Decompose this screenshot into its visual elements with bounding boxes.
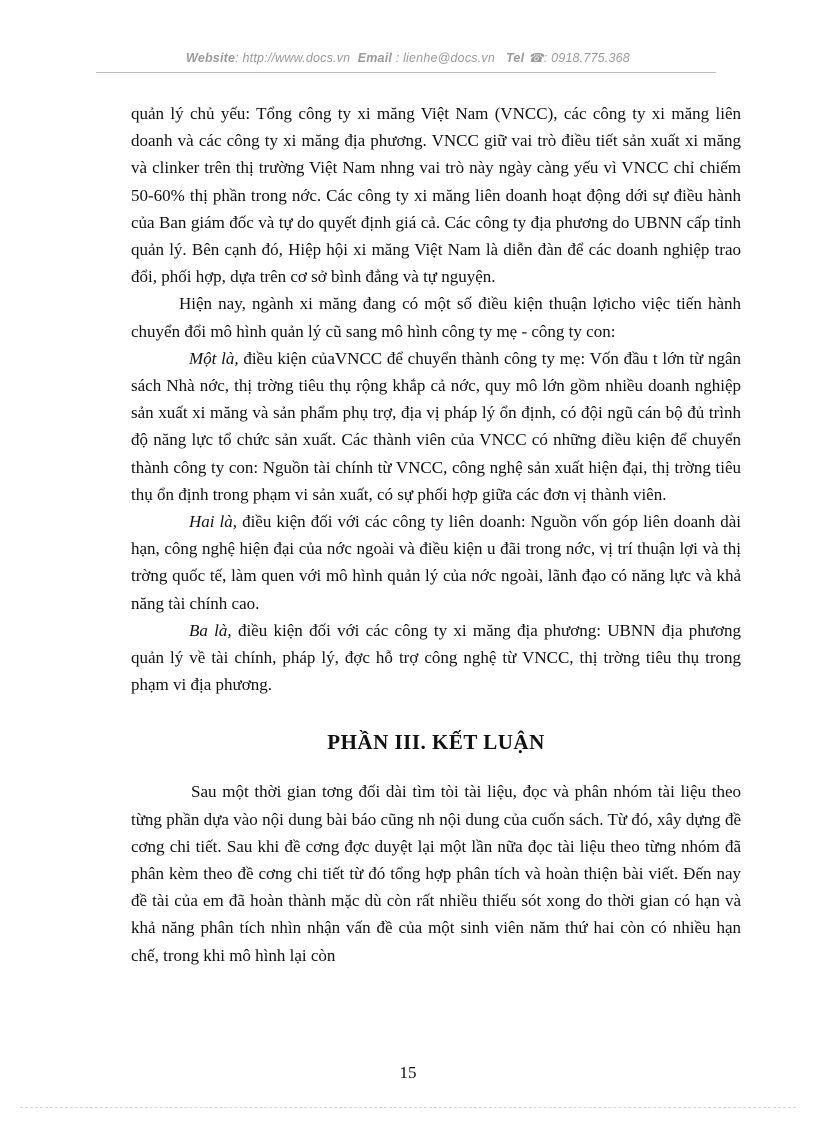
page-header [0, 50, 816, 65]
paragraph-1: quản lý chủ yếu: Tổng công ty xi măng Việt Nam (VNCC), các công ty xi măng liên doanh và các công ty xi măng địa phương. VNCC giữ vai trò điều tiết sản xuất xi măng và clinker trên thị trường Việt Nam nhng vai trò này ngày càng yếu vì VNCC chỉ chiếm 50-60% thị phần trong nớc. Các công ty xi măng liên doanh hoạt động dới sự điều hành của Ban giám đốc và tự do quyết định giá cả. Các công ty địa phương do UBNN cấp tỉnh quản lý. Bên cạnh đó, Hiệp hội xi măng Việt Nam là diễn đàn để các doanh nghiệp trao đổi, phối hợp, dựa trên cơ sở bình đẳng và tự nguyện. [131, 104, 741, 287]
paragraph-3-lead: Một là, [189, 348, 239, 368]
paragraph-5-text: điều kiện đối với các công ty xi măng địa phương: UBNN địa phương quản lý về tài chính, pháp lý, đợc hỗ trợ công nghệ từ VNCC, thị trờng tiêu thụ trong phạm vi địa phương. [131, 620, 741, 695]
paragraph-4-text: điều kiện đối với các công ty liên doanh: Nguồn vốn góp liên doanh dài hạn, công nghệ hiện đại của nớc ngoài và điều kiện u đãi trong nớc, vị trí thuận lợi và thị trờng quốc tế, làm quen với mô hình quản lý của nớc ngoài, lãnh đạo có năng lực và khả năng tài chính cao. [131, 512, 741, 613]
paragraph-5 [131, 617, 741, 699]
paragraph-4-lead: Hai là, [189, 512, 238, 532]
website-url[interactable]: : http://www.docs.vn [235, 51, 351, 65]
paragraph-2: Hiện nay, ngành xi măng đang có một số điều kiện thuận lợicho việc tiến hành chuyển đổi mô hình quản lý cũ sang mô hình công ty mẹ - công ty con: [131, 294, 741, 341]
section-title: PHẦN III. KẾT LUẬN [327, 730, 545, 755]
page-number: 15 [399, 1063, 417, 1082]
header-divider [96, 72, 716, 73]
document-body [131, 100, 741, 969]
email-label: Email [357, 51, 393, 65]
paragraph-3-text: điều kiện củaVNCC để chuyển thành công ty mẹ: Vốn đầu t lớn từ ngân sách Nhà nớc, thị trờng tiêu thụ rộng khắp cả nớc, quy mô lớn gồm nhiều doanh nghiệp sản xuất xi măng và sản phẩm phụ trợ, địa vị pháp lý ổn định, có đội ngũ cán bộ đủ trình độ năng lực tổ chức sản xuất. Các thành viên của VNCC có những điều kiện để chuyển thành công ty con: Nguồn tài chính từ VNCC, công nghệ sản xuất hiện đại, thị trờng tiêu thụ ổn định trong phạm vi sản xuất, có sự phối hợp giữa các đơn vị thành viên. [131, 348, 741, 504]
paragraph-5-lead: Ba là, [189, 620, 232, 640]
tel-label: Tel [506, 51, 525, 65]
footer-divider [20, 1107, 796, 1108]
email-address[interactable]: : lienhe@docs.vn [395, 51, 496, 65]
phone-icon: ☎ [527, 51, 544, 65]
tel-number: : 0918.775.368 [543, 51, 630, 65]
paragraph-6: Sau một thời gian tơng đối dài tìm tòi tài liệu, đọc và phân nhóm tài liệu theo từng phần dựa vào nội dung bài báo cũng nh nội dung của cuốn sách. Từ đó, xây dựng đề cơng chi tiết. Sau khi đề cơng đợc duyệt lại một lần nữa đọc tài liệu theo từng nhóm đã phân kèm theo đề cơng chi tiết từ đó tổng hợp phân tích và hoàn thiện bài viết. Đến nay đề tài của em đã hoàn thành mặc dù còn rất nhiều thiếu sót xong do thời gian có hạn và khả năng phân tích nhìn nhận vấn đề của một sinh viên năm thứ hai còn có nhiều hạn chế, trong khi mô hình lại còn [131, 782, 741, 965]
website-label: Website [186, 51, 236, 65]
paragraph-3 [131, 345, 741, 508]
paragraph-4 [131, 508, 741, 617]
